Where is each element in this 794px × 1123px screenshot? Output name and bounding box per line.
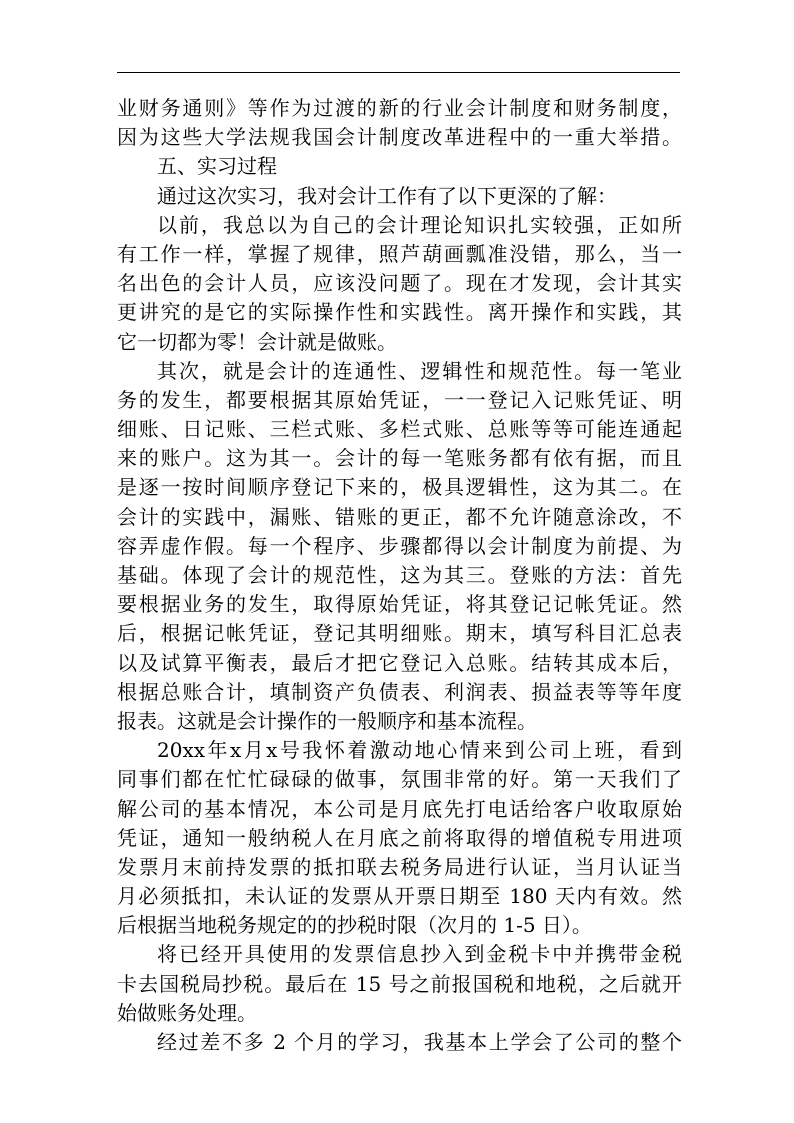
text-line: 后根据当地税务规定的的抄税时限（次月的 1-5 日）。 [117, 913, 592, 938]
text-line: 同事们都在忙忙碌碌的做事，氛围非常的好。第一天我们了 [117, 767, 682, 792]
text-line: 务的发生，都要根据其原始凭证，一一登记入记账凭证、明 [117, 387, 682, 412]
text-line: 业财务通则》等作为过渡的新的行业会计制度和财务制度， [117, 96, 682, 120]
text-line: 经过差不多 2 个月的学习，我基本上学会了公司的整个 [157, 1030, 682, 1054]
text-line: 五、实习过程 [157, 154, 277, 179]
text-line: 来的账户。这为其一。会计的每一笔账务都有依有据，而且 [117, 446, 682, 471]
text-line: 以前，我总以为自己的会计理论知识扎实较强，正如所 [157, 212, 682, 237]
text-line: 根据总账合计，填制资产负债表、利润表、损益表等等年度 [117, 679, 682, 704]
text-line: 凭证，通知一般纳税人在月底之前将取得的增值税专用进项 [117, 825, 682, 850]
text-line: 卡去国税局抄税。最后在 15 号之前报国税和地税，之后就开 [117, 971, 682, 996]
body-text [117, 94, 682, 1057]
text-line: 是逐一按时间顺序登记下来的，极具逻辑性，这为其二。在 [117, 475, 682, 500]
text-line: 更讲究的是它的实际操作性和实践性。离开操作和实践，其 [117, 300, 682, 325]
text-line: 以及试算平衡表，最后才把它登记入总账。结转其成本后， [117, 650, 682, 675]
text-line: 发票月末前持发票的抵扣联去税务局进行认证，当月认证当 [117, 854, 682, 879]
text-line: 要根据业务的发生，取得原始凭证，将其登记记帐凭证。然 [117, 592, 682, 617]
text-line: 解公司的基本情况，本公司是月底先打电话给客户收取原始 [117, 796, 682, 821]
text-line: 名出色的会计人员，应该没问题了。现在才发现，会计其实 [117, 271, 682, 296]
text-line: 容弄虚作假。每一个程序、步骤都得以会计制度为前提、为 [117, 533, 682, 558]
text-line: 月必须抵扣，未认证的发票从开票日期至 180 天内有效。然 [117, 884, 682, 909]
text-line: 基础。体现了会计的规范性，这为其三。登账的方法：首先 [117, 563, 682, 587]
text-line: 报表。这就是会计操作的一般顺序和基本流程。 [117, 708, 537, 733]
text-line: 有工作一样，掌握了规律，照芦葫画瓢准没错，那么，当一 [117, 241, 682, 266]
text-line: 通过这次实习，我对会计工作有了以下更深的了解： [157, 183, 617, 208]
text-line: 它一切都为零！会计就是做账。 [117, 329, 397, 354]
text-line: 将已经开具使用的发票信息抄入到金税卡中并携带金税 [157, 942, 682, 967]
text-line: 会计的实践中，漏账、错账的更正，都不允许随意涂改，不 [117, 504, 682, 529]
header-rule [117, 72, 680, 73]
text-line: 细账、日记账、三栏式账、多栏式账、总账等等可能连通起 [117, 417, 682, 442]
text-line: 后，根据记帐凭证，登记其明细账。期末，填写科目汇总表 [117, 621, 682, 646]
text-line: 始做账务处理。 [117, 1000, 257, 1025]
text-line: 因为这些大学法规我国会计制度改革进程中的一重大举措。 [117, 125, 682, 150]
text-line: 其次，就是会计的连通性、逻辑性和规范性。每一笔业 [157, 358, 682, 383]
text-line: 20xx年x月x号我怀着激动地心情来到公司上班，看到 [157, 738, 682, 763]
